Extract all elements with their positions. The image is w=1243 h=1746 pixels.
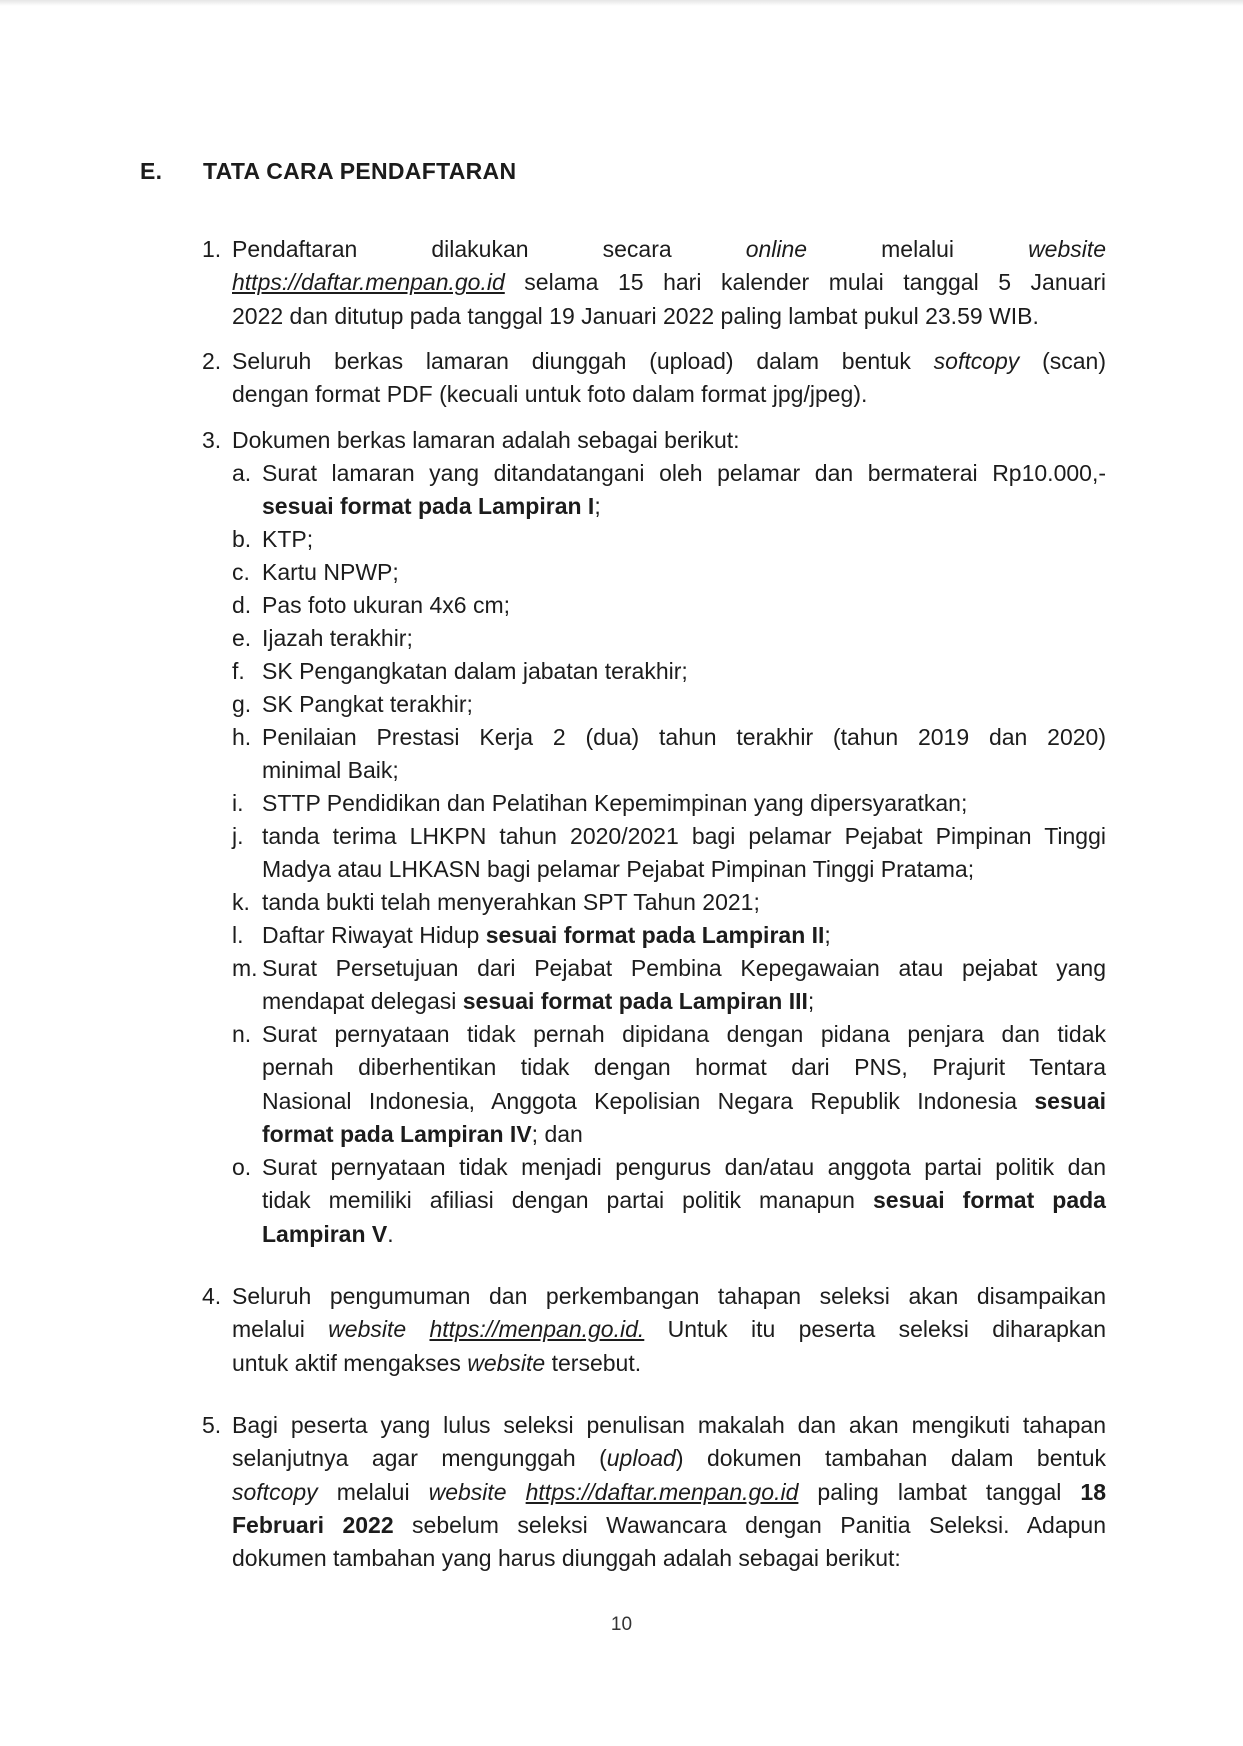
- sub-item-letter: k.: [232, 889, 250, 915]
- text-run: ;: [824, 922, 831, 948]
- text-line: [262, 985, 1106, 1018]
- section-letter: E.: [140, 158, 163, 184]
- sub-item-text: KTP;: [262, 526, 314, 552]
- text-run: melalui: [317, 1478, 429, 1505]
- text-line: [232, 233, 1106, 266]
- text-line: Madya atau LHKASN bagi pelamar Pejabat Pimpinan Tinggi Pratama;: [262, 856, 975, 883]
- text-run: untuk aktif mengakses: [232, 1349, 468, 1376]
- text-run: [406, 1316, 429, 1342]
- text-line: minimal Baik;: [262, 757, 399, 784]
- text-run: melalui: [232, 1316, 329, 1343]
- text-line: [262, 1218, 1106, 1251]
- sub-item-letter: m.: [232, 955, 258, 981]
- sub-item-text: [262, 820, 1106, 887]
- text-run-bold: format pada Lampiran IV: [262, 1120, 532, 1147]
- text-run: tidak memiliki afiliasi dengan partai politik manapun: [262, 1187, 873, 1214]
- text-run-bold: Lampiran V: [262, 1220, 388, 1247]
- text-run-italic: softcopy: [933, 348, 1020, 374]
- text-line: [232, 1347, 1106, 1380]
- item-text: [232, 233, 1106, 333]
- item-text: [232, 1280, 1106, 1380]
- daftar-menpan-link[interactable]: https://daftar.menpan.go.id: [232, 269, 505, 296]
- item-number: 5.: [202, 1412, 222, 1438]
- text-run: (scan): [1019, 348, 1107, 374]
- sub-item-letter: n.: [232, 1021, 252, 1047]
- sub-item-text: [262, 1151, 1106, 1251]
- text-run-italic: website: [467, 1349, 546, 1376]
- sub-item-letter: a.: [232, 460, 252, 486]
- text-line: Bagi peserta yang lulus seleksi penulisan makalah dan akan mengikuti tahapan: [232, 1412, 1106, 1438]
- text-line: [232, 1313, 1106, 1346]
- text-run: selama 15 hari kalender mulai tanggal 5 Januari: [504, 269, 1106, 296]
- text-line: Surat pernyataan tidak pernah dipidana dengan pidana penjara dan tidak: [262, 1021, 1106, 1047]
- text-run-bold: sesuai format pada Lampiran III: [462, 988, 808, 1015]
- sub-item-letter: c.: [232, 559, 250, 585]
- sub-item-letter: h.: [232, 724, 252, 750]
- text-line: Seluruh pengumuman dan perkembangan tahapan seleksi akan disampaikan: [232, 1283, 1106, 1309]
- text-line: [232, 1442, 1106, 1475]
- page-number: 10: [610, 1614, 633, 1635]
- text-run-bold: 18: [1080, 1478, 1107, 1505]
- item-intro: Dokumen berkas lamaran adalah sebagai berikut:: [232, 427, 740, 453]
- sub-item-letter: f.: [232, 658, 245, 684]
- item-number: 4.: [202, 1283, 222, 1309]
- text-line: [262, 1184, 1106, 1217]
- section-heading: [140, 158, 516, 185]
- text-run-bold: sesuai format pada Lampiran I: [262, 493, 595, 520]
- text-run-italic: website: [1028, 236, 1107, 262]
- sub-item-text: [262, 721, 1106, 788]
- text-line: [232, 1509, 1106, 1542]
- sub-item-text: SK Pengangkatan dalam jabatan terakhir;: [262, 658, 688, 684]
- text-line: Surat Persetujuan dari Pejabat Pembina Kepegawaian atau pejabat yang: [262, 955, 1106, 981]
- sub-item-text: Kartu NPWP;: [262, 559, 399, 585]
- sub-item-text: [262, 457, 1106, 524]
- text-run: Pendaftaran: [232, 236, 358, 262]
- text-line: [262, 1118, 1106, 1151]
- sub-item-letter: b.: [232, 526, 252, 552]
- sub-item-text: SK Pangkat terakhir;: [262, 691, 473, 717]
- text-line: [262, 490, 1106, 523]
- text-run: tersebut.: [545, 1349, 642, 1376]
- text-run-italic: website: [428, 1478, 507, 1505]
- text-line: [262, 1085, 1106, 1118]
- text-run: Daftar Riwayat Hidup: [262, 922, 486, 948]
- sub-item-text: [262, 919, 1106, 952]
- text-line: [232, 266, 1106, 299]
- sub-item-text: STTP Pendidikan dan Pelatihan Kepemimpinan yang dipersyaratkan;: [262, 790, 968, 816]
- text-run: paling lambat tanggal: [798, 1478, 1081, 1505]
- text-run-bold: sesuai: [1034, 1087, 1106, 1114]
- text-line: [262, 919, 1106, 952]
- sub-item-text: [262, 952, 1106, 1019]
- sub-item-letter: o.: [232, 1154, 252, 1180]
- text-run-italic: upload: [606, 1445, 676, 1472]
- item-number: 3.: [202, 427, 222, 453]
- section-title: TATA CARA PENDAFTARAN: [203, 158, 517, 184]
- sub-item-letter: l.: [232, 922, 244, 948]
- text-run-bold: Februari 2022: [232, 1511, 394, 1538]
- sub-item-letter: j.: [232, 823, 244, 849]
- text-line: Surat pernyataan tidak menjadi pengurus dan/atau anggota partai politik dan: [262, 1154, 1106, 1180]
- item-number: 2.: [202, 348, 222, 374]
- sub-item-text: [262, 1018, 1106, 1151]
- text-run: ;: [807, 988, 815, 1015]
- menpan-link[interactable]: https://menpan.go.id.: [429, 1316, 645, 1343]
- text-run-italic: website: [328, 1316, 407, 1343]
- text-run: Seluruh berkas lamaran diunggah (upload) dalam bentuk: [232, 348, 934, 374]
- text-run-italic: online: [745, 236, 808, 262]
- text-line: 2022 dan ditutup pada tanggal 19 Januari 2022 paling lambat pukul 23.59 WIB.: [232, 302, 1039, 329]
- item-text: [232, 345, 1106, 412]
- item-text: [232, 1409, 1106, 1575]
- sub-item-letter: i.: [232, 790, 244, 816]
- sub-item-letter: e.: [232, 625, 252, 651]
- text-run: melalui: [881, 236, 955, 262]
- text-run: mendapat delegasi: [262, 988, 463, 1015]
- text-run-bold: sesuai format pada Lampiran II: [485, 922, 825, 948]
- text-run: ) dokumen tambahan dalam bentuk: [675, 1445, 1106, 1472]
- text-run: selanjutnya agar mengunggah (: [232, 1445, 607, 1472]
- text-line: Surat lamaran yang ditandatangani oleh pelamar dan bermaterai Rp10.000,-: [262, 460, 1106, 486]
- text-run: ;: [594, 493, 601, 520]
- text-line: dokumen tambahan yang harus diunggah adalah sebagai berikut:: [232, 1545, 901, 1572]
- item-number: 1.: [202, 236, 222, 262]
- text-run: secara: [602, 236, 672, 262]
- text-line: pernah diberhentikan tidak dengan hormat dari PNS, Prajurit Tentara: [262, 1054, 1106, 1081]
- text-line: [232, 1476, 1106, 1509]
- text-line: Penilaian Prestasi Kerja 2 (dua) tahun terakhir (tahun 2019 dan 2020): [262, 724, 1106, 750]
- text-run: [507, 1479, 526, 1505]
- text-line: [232, 345, 1106, 378]
- text-run: sebelum seleksi Wawancara dengan Panitia Seleksi. Adapun: [393, 1511, 1106, 1538]
- sub-item-text: Pas foto ukuran 4x6 cm;: [262, 592, 511, 618]
- text-run: Nasional Indonesia, Anggota Kepolisian Negara Republik Indonesia: [262, 1087, 1035, 1114]
- text-run: .: [387, 1220, 394, 1247]
- text-line: dengan format PDF (kecuali untuk foto dalam format jpg/jpeg).: [232, 381, 868, 408]
- sub-item-text: Ijazah terakhir;: [262, 625, 413, 651]
- sub-item-letter: d.: [232, 592, 252, 618]
- text-run: dilakukan: [431, 236, 529, 262]
- sub-item-letter: g.: [232, 691, 252, 717]
- text-line: tanda terima LHKPN tahun 2020/2021 bagi pelamar Pejabat Pimpinan Tinggi: [262, 823, 1106, 849]
- text-run-bold: sesuai format pada: [873, 1187, 1106, 1214]
- text-run: ; dan: [531, 1120, 583, 1147]
- daftar-menpan-link[interactable]: https://daftar.menpan.go.id: [525, 1478, 799, 1505]
- text-run-italic: softcopy: [232, 1478, 318, 1505]
- scan-edge-shadow: [0, 0, 1243, 6]
- text-run: Untuk itu peserta seleksi diharapkan: [644, 1316, 1106, 1343]
- sub-item-text: tanda bukti telah menyerahkan SPT Tahun 2021;: [262, 889, 760, 915]
